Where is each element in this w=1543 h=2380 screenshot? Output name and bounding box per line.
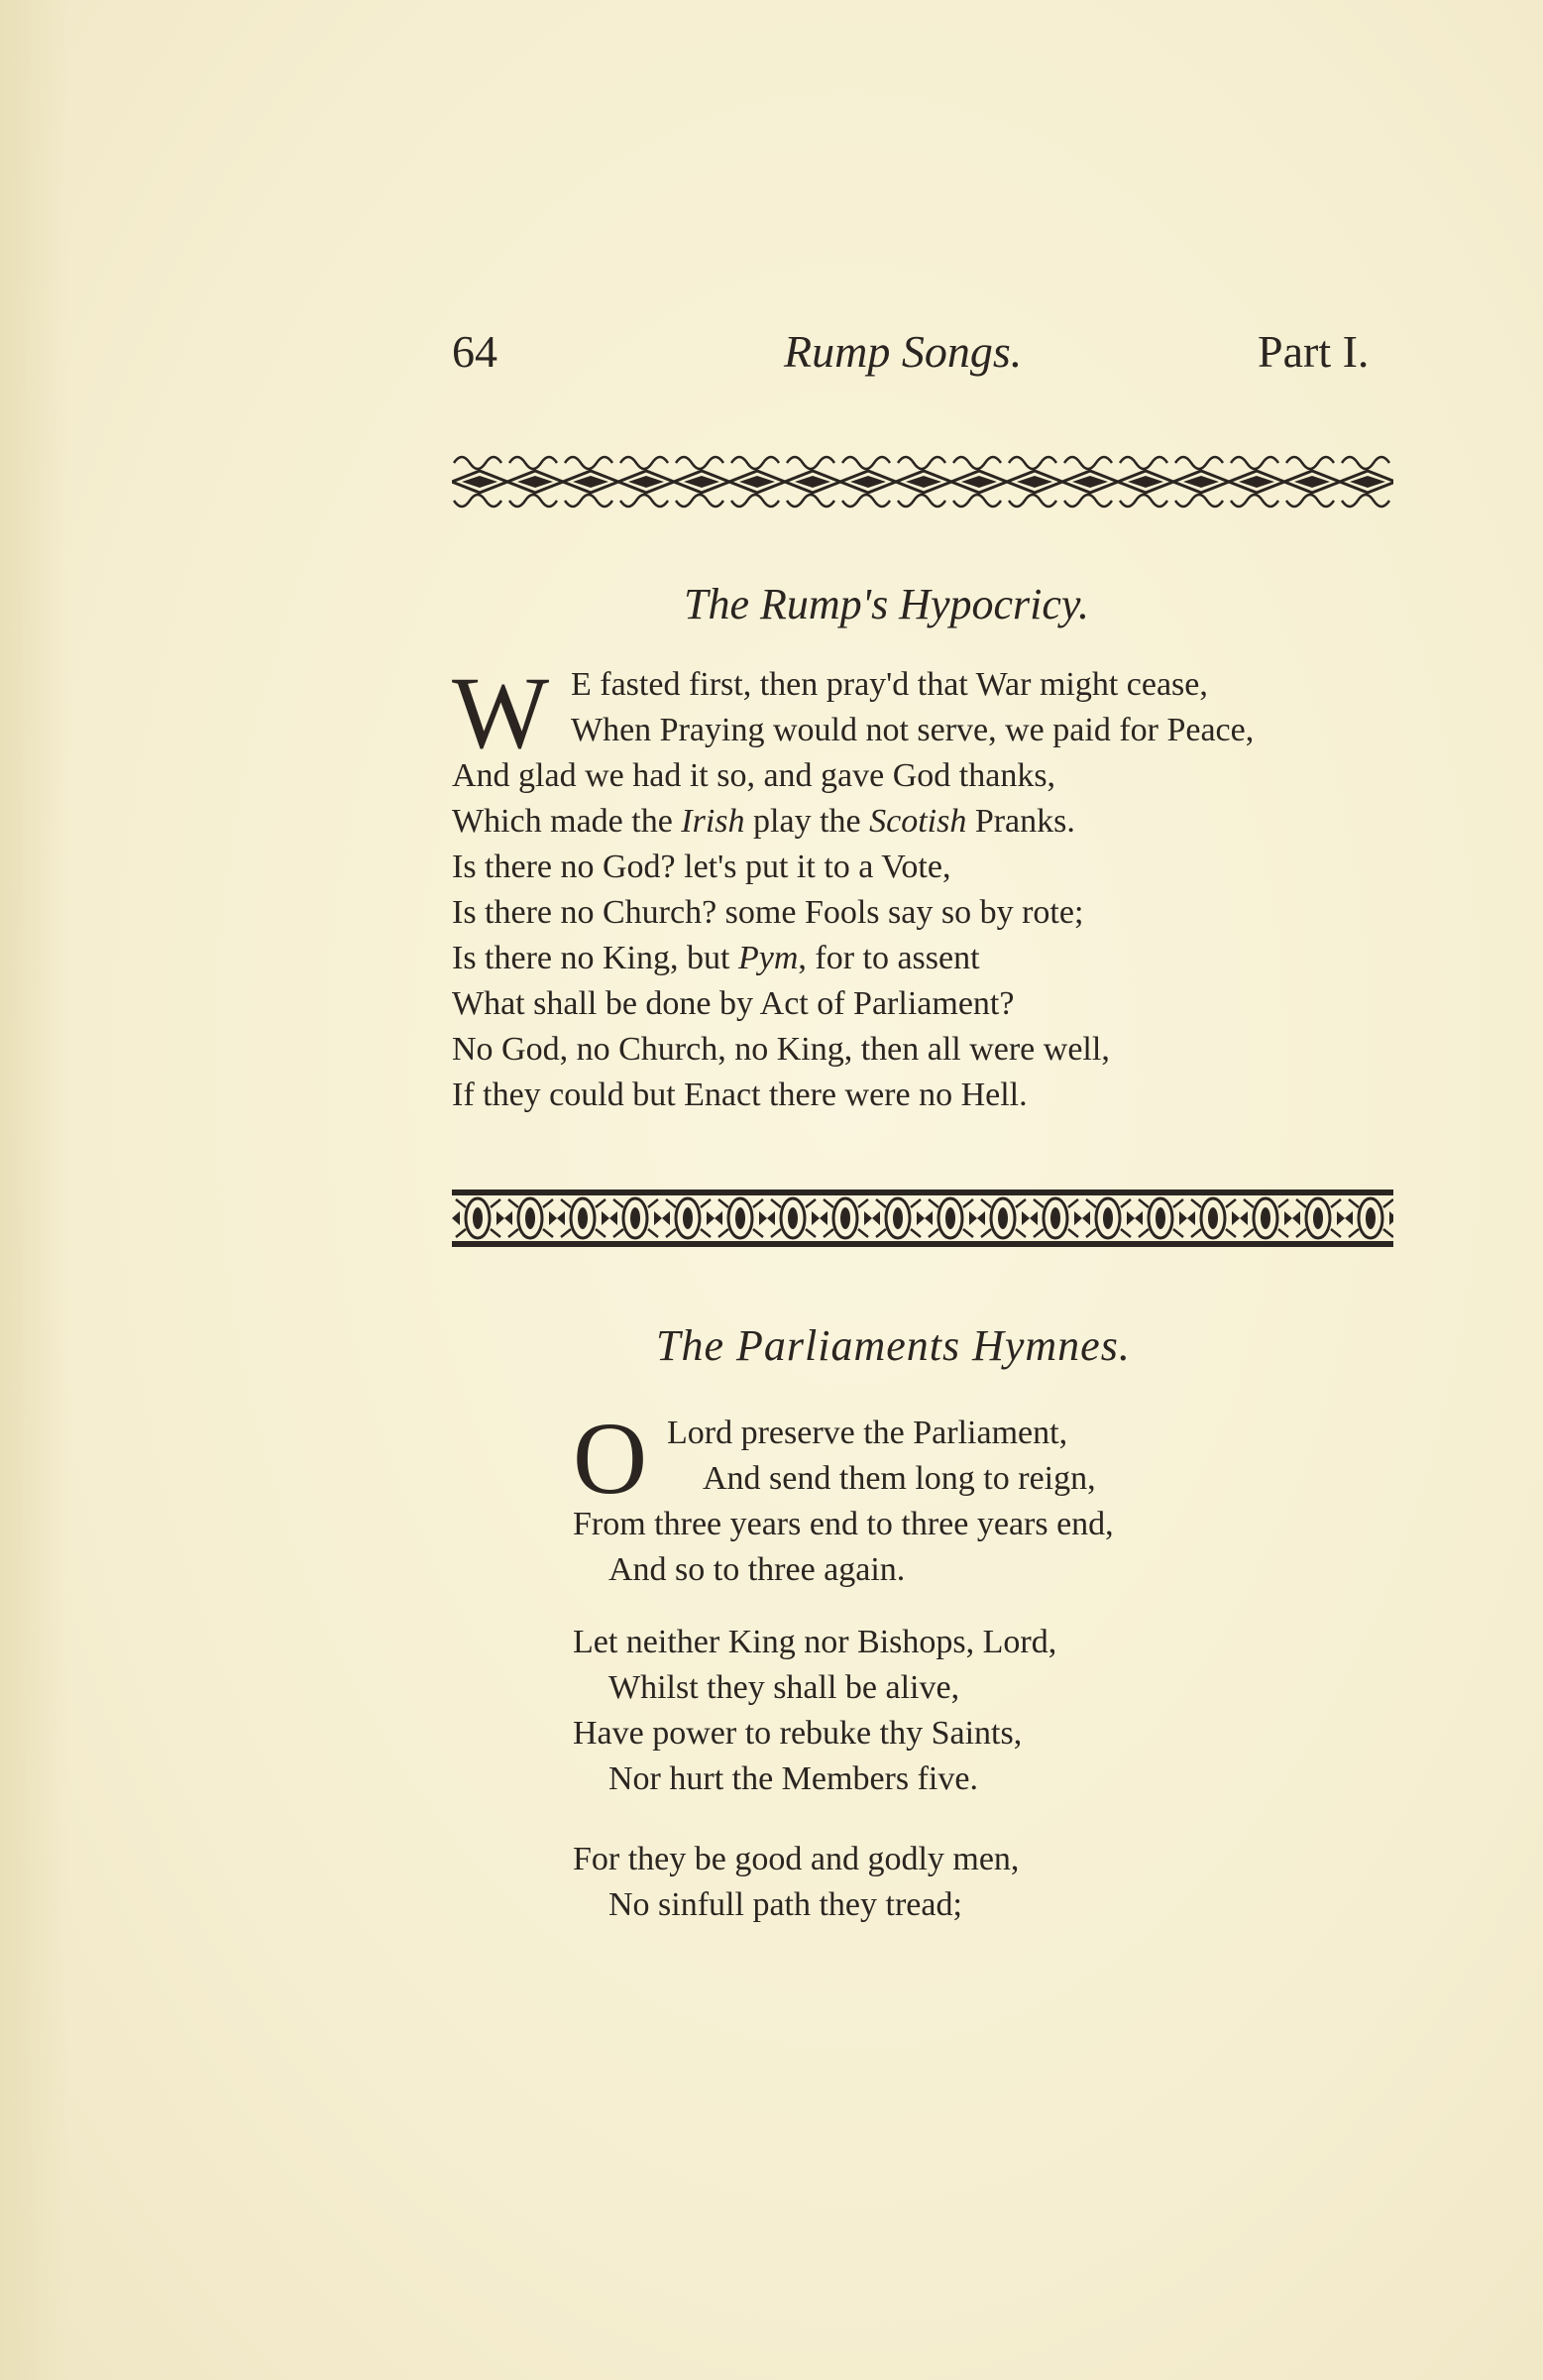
running-header bbox=[452, 325, 1393, 385]
verse-line: And so to three again. bbox=[608, 1551, 906, 1588]
page-gutter-shadow bbox=[0, 0, 69, 2380]
verse-line: Is there no Church? some Fools say so by rote; bbox=[452, 894, 1084, 931]
verse-line: Is there no God? let's put it to a Vote, bbox=[452, 849, 951, 885]
verse-line: Which made the Irish play the Scotish Pranks. bbox=[452, 803, 1075, 840]
verse-line: E fasted first, then pray'd that War might cease, bbox=[571, 666, 1208, 703]
verse-line: When Praying would not serve, we paid for Peace, bbox=[571, 712, 1255, 748]
verse-line: Nor hurt the Members five. bbox=[608, 1760, 978, 1797]
poem2-title: The Parliaments Hymnes. bbox=[656, 1321, 1131, 1370]
poem1-title: The Rump's Hypocricy. bbox=[684, 580, 1089, 628]
poem2-stanza3 bbox=[573, 1837, 1019, 1928]
poem2-stanza2 bbox=[573, 1620, 1056, 1802]
verse-line: No sinfull path they tread; bbox=[608, 1886, 962, 1923]
verse-line: And glad we had it so, and gave God thanks, bbox=[452, 757, 1056, 794]
verse-line: For they be good and godly men, bbox=[573, 1841, 1020, 1877]
page-number: 64 bbox=[452, 326, 497, 377]
ornamental-border-top bbox=[452, 449, 1393, 514]
part-label: Part I. bbox=[1258, 326, 1370, 377]
verse-line: What shall be done by Act of Parliament? bbox=[452, 985, 1015, 1022]
running-title: Rump Songs. bbox=[784, 326, 1023, 377]
poem2-dropcap: O bbox=[573, 1402, 648, 1516]
verse-line: Have power to rebuke thy Saints, bbox=[573, 1715, 1023, 1752]
verse-line: If they could but Enact there were no Hell. bbox=[452, 1077, 1028, 1113]
poem1-verse bbox=[452, 656, 1255, 1118]
verse-line: Lord preserve the Parliament, bbox=[667, 1415, 1068, 1451]
verse-line: No God, no Church, no King, then all were well, bbox=[452, 1031, 1110, 1068]
verse-line: Whilst they shall be alive, bbox=[608, 1669, 960, 1706]
poem1-dropcap: W bbox=[452, 656, 550, 770]
verse-line: Let neither King nor Bishops, Lord, bbox=[573, 1624, 1057, 1660]
verse-line: And send them long to reign, bbox=[703, 1460, 1096, 1497]
ornamental-border-middle bbox=[452, 1188, 1393, 1249]
poem2-stanza1 bbox=[573, 1411, 1114, 1593]
verse-line: From three years end to three years end, bbox=[573, 1506, 1114, 1542]
verse-line: Is there no King, but Pym, for to assent bbox=[452, 940, 980, 976]
